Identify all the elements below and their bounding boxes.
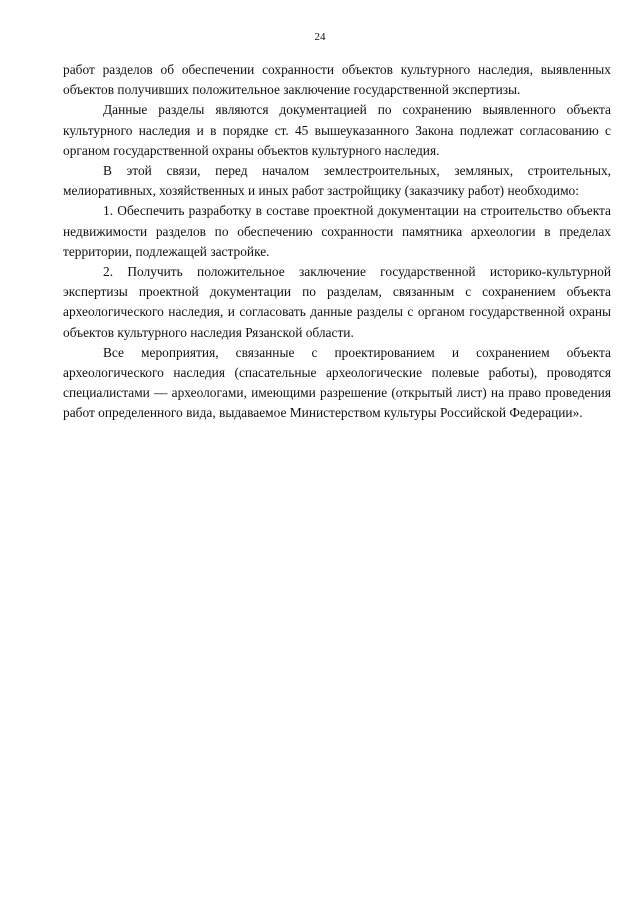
paragraph-documentation: Данные разделы являются документацией по сохранению выявленного объекта культурного наследия и в порядке ст. 45 вышеуказанного Закона подлежат согласованию с органом государственной охраны объектов культурного наследия.: [63, 102, 611, 158]
paragraph-continuation: работ разделов об обеспечении сохранности объектов культурного наследия, выявленных объектов получивших положительное заключение государственной экспертизы.: [63, 62, 611, 98]
paragraph-specialists: Все мероприятия, связанные с проектированием и сохранением объекта археологического наследия (спасательные археологические полевые работы), проводятся специалистами — археологами, имеющими разрешение (открытый лист) на право проведения работ определенного вида, выдаваемое Министерством культуры Российской Федерации».: [63, 344, 611, 421]
page-number: 24: [314, 31, 326, 43]
list-item-1: 1. Обеспечить разработку в составе проектной документации на строительство объекта недвижимости разделов по обеспечению сохранности памятника археологии в пределах территории, подлежащей застройке.: [63, 203, 611, 259]
paragraph-requirements-intro: В этой связи, перед началом землестроительных, земляных, строительных, мелиоративных, хозяйственных и иных работ застройщику (заказчику работ) необходимо:: [63, 163, 611, 199]
document-body: [63, 60, 611, 424]
list-item-2: 2. Получить положительное заключение государственной историко-культурной экспертизы проектной документации по разделам, связанным с сохранением объекта археологического наследия, и согласовать данные разделы с органом государственной охраны объектов культурного наследия Рязанской области.: [63, 264, 611, 340]
